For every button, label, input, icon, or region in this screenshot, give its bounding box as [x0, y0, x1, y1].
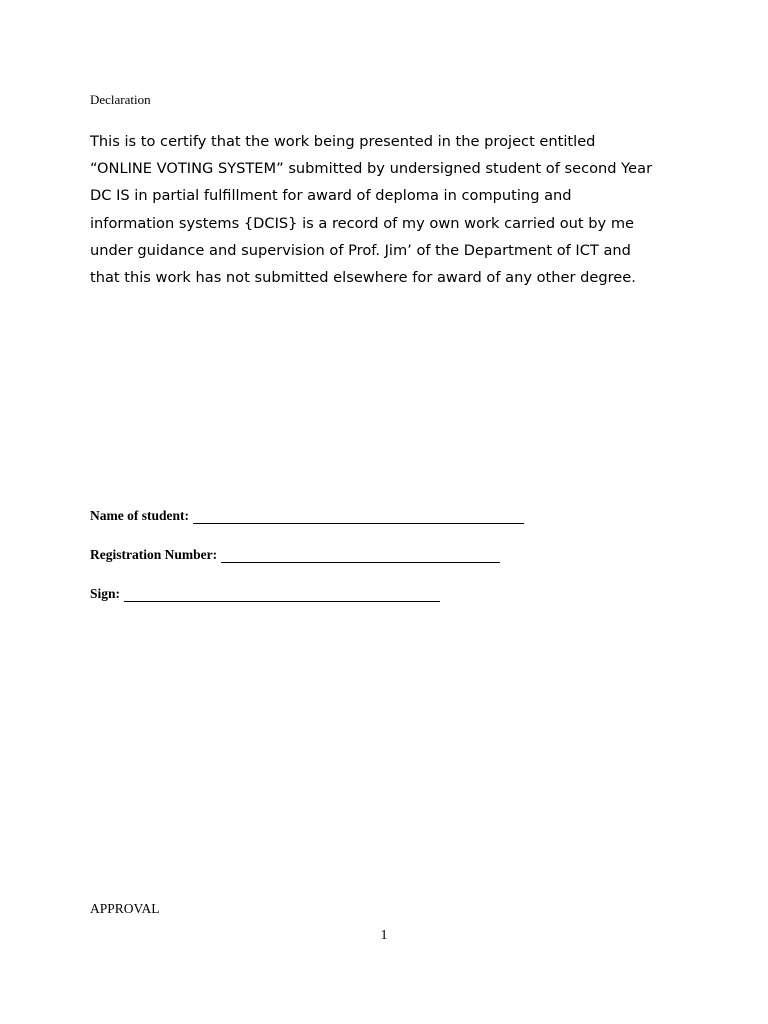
sign-label: Sign:	[90, 586, 121, 601]
declaration-heading: Declaration	[90, 92, 151, 107]
name-of-student-line	[193, 509, 524, 524]
registration-number-field	[90, 545, 500, 563]
declaration-body: This is to certify that the work being presented in the project entitled “ONLINE VOTING SYSTEM” submitted by undersigned student of second Year DC IS in partial fulfillment for award of deploma in computing and information systems {DCIS} is a record of my own work carried out by me under guidance and supervision of Prof. Jim’ of the Department of ICT and that this work has not submitted elsewhere for award of any other degree.	[90, 133, 653, 287]
name-of-student-field	[90, 506, 524, 524]
sign-field	[90, 584, 440, 602]
name-of-student-label: Name of student:	[90, 508, 189, 523]
sign-line	[124, 587, 440, 602]
registration-number-label: Registration Number:	[90, 547, 218, 562]
registration-number-line	[221, 548, 500, 563]
approval-heading: APPROVAL	[90, 901, 160, 916]
page-number: 1	[380, 928, 388, 943]
